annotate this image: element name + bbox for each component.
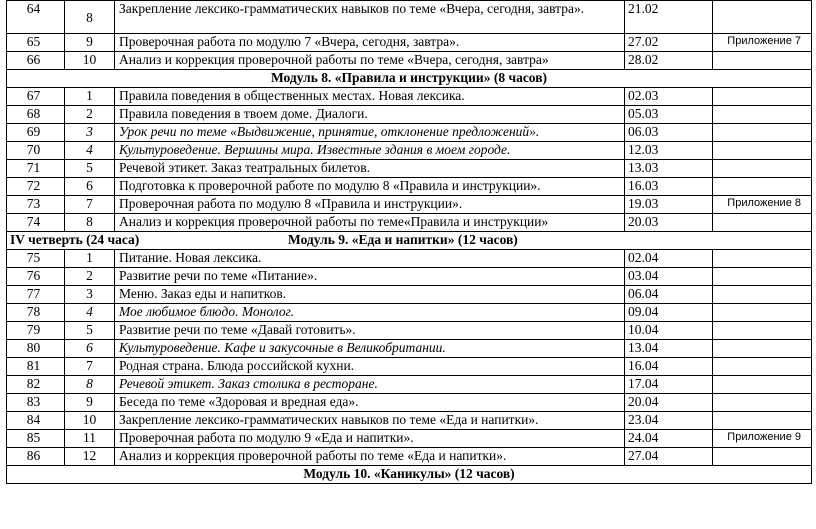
lesson-date: 06.03 <box>625 124 713 142</box>
lesson-note <box>713 358 812 376</box>
lesson-date: 28.02 <box>625 52 713 70</box>
module-lesson-number: 6 <box>65 340 115 358</box>
lesson-date: 27.04 <box>625 448 713 466</box>
lesson-note <box>713 1 812 34</box>
module-heading-row <box>7 466 812 484</box>
module-lesson-number: 8 <box>65 214 115 232</box>
lesson-date: 05.03 <box>625 106 713 124</box>
module-heading-row <box>7 70 812 88</box>
lesson-number: 72 <box>7 178 65 196</box>
lesson-date: 10.04 <box>625 322 713 340</box>
lesson-note <box>713 268 812 286</box>
quarter-label: IV четверть (24 часа) <box>10 232 140 247</box>
lesson-topic: Правила поведения в общественных местах. Новая лексика. <box>115 88 625 106</box>
table-row <box>7 448 812 466</box>
lesson-topic: Проверочная работа по модулю 8 «Правила и инструкции». <box>115 196 625 214</box>
table-row <box>7 358 812 376</box>
lesson-topic: Анализ и коррекция проверочной работы по теме «Вчера, сегодня, завтра» <box>115 52 625 70</box>
table-row <box>7 322 812 340</box>
lesson-date: 21.02 <box>625 1 713 34</box>
lesson-date: 03.04 <box>625 268 713 286</box>
lesson-topic: Культуроведение. Вершины мира. Известные здания в моем городе. <box>115 142 625 160</box>
lesson-number: 66 <box>7 52 65 70</box>
lesson-date: 13.04 <box>625 340 713 358</box>
module-lesson-number: 4 <box>65 142 115 160</box>
lesson-number: 79 <box>7 322 65 340</box>
lesson-note <box>713 88 812 106</box>
module-lesson-number: 12 <box>65 448 115 466</box>
module-lesson-number: 5 <box>65 322 115 340</box>
lesson-date: 16.03 <box>625 178 713 196</box>
lesson-number: 67 <box>7 88 65 106</box>
lesson-number: 83 <box>7 394 65 412</box>
module-lesson-number: 10 <box>65 412 115 430</box>
quarter-heading <box>7 232 812 250</box>
lesson-number: 84 <box>7 412 65 430</box>
lesson-note <box>713 142 812 160</box>
module-heading: Модуль 10. «Каникулы» (12 часов) <box>7 466 812 484</box>
lesson-topic: Закрепление лексико-грамматических навыков по теме «Вчера, сегодня, завтра». <box>115 1 625 34</box>
lesson-topic: Анализ и коррекция проверочной работы по теме «Еда и напитки». <box>115 448 625 466</box>
lesson-number: 71 <box>7 160 65 178</box>
lesson-date: 02.03 <box>625 88 713 106</box>
lesson-number: 80 <box>7 340 65 358</box>
lesson-date: 20.04 <box>625 394 713 412</box>
lesson-note <box>713 286 812 304</box>
module-lesson-number: 4 <box>65 304 115 322</box>
module-lesson-number: 1 <box>65 250 115 268</box>
table-row <box>7 1 812 34</box>
module-lesson-number: 9 <box>65 34 115 52</box>
lesson-date: 24.04 <box>625 430 713 448</box>
lesson-note <box>713 214 812 232</box>
lesson-topic: Речевой этикет. Заказ столика в ресторане. <box>115 376 625 394</box>
module-lesson-number: 10 <box>65 52 115 70</box>
lesson-date: 20.03 <box>625 214 713 232</box>
table-row <box>7 160 812 178</box>
lesson-date: 02.04 <box>625 250 713 268</box>
lesson-topic: Меню. Заказ еды и напитков. <box>115 286 625 304</box>
lesson-topic: Проверочная работа по модулю 9 «Еда и напитки». <box>115 430 625 448</box>
lesson-topic: Мое любимое блюдо. Монолог. <box>115 304 625 322</box>
module-lesson-number: 8 <box>65 1 115 34</box>
lesson-number: 64 <box>7 1 65 34</box>
lesson-number: 82 <box>7 376 65 394</box>
table-row <box>7 106 812 124</box>
lesson-topic: Правила поведения в твоем доме. Диалоги. <box>115 106 625 124</box>
lesson-note <box>713 178 812 196</box>
module-lesson-number: 9 <box>65 394 115 412</box>
lesson-date: 13.03 <box>625 160 713 178</box>
table-row <box>7 394 812 412</box>
lesson-number: 69 <box>7 124 65 142</box>
lesson-topic: Развитие речи по теме «Питание». <box>115 268 625 286</box>
lesson-date: 16.04 <box>625 358 713 376</box>
module-lesson-number: 1 <box>65 88 115 106</box>
lesson-note <box>713 160 812 178</box>
lesson-number: 85 <box>7 430 65 448</box>
lesson-topic: Анализ и коррекция проверочной работы по теме«Правила и инструкции» <box>115 214 625 232</box>
module-heading: Модуль 9. «Еда и напитки» (12 часов) <box>288 232 518 247</box>
table-row <box>7 376 812 394</box>
lesson-number: 70 <box>7 142 65 160</box>
lesson-note: Приложение 9 <box>713 430 812 448</box>
lesson-topic: Урок речи по теме «Выдвижение, принятие, отклонение предложений». <box>115 124 625 142</box>
table-row <box>7 196 812 214</box>
lesson-note <box>713 304 812 322</box>
module-lesson-number: 2 <box>65 268 115 286</box>
table-row <box>7 52 812 70</box>
module-lesson-number: 7 <box>65 196 115 214</box>
lesson-date: 17.04 <box>625 376 713 394</box>
lesson-date: 09.04 <box>625 304 713 322</box>
lesson-note <box>713 394 812 412</box>
lesson-plan-table <box>6 0 812 484</box>
table-row <box>7 214 812 232</box>
table-row <box>7 268 812 286</box>
table-row <box>7 412 812 430</box>
lesson-note: Приложение 8 <box>713 196 812 214</box>
lesson-topic: Беседа по теме «Здоровая и вредная еда». <box>115 394 625 412</box>
lesson-note <box>713 52 812 70</box>
lesson-date: 19.03 <box>625 196 713 214</box>
lesson-date: 12.03 <box>625 142 713 160</box>
lesson-note: Приложение 7 <box>713 34 812 52</box>
table-row <box>7 124 812 142</box>
module-heading: Модуль 8. «Правила и инструкции» (8 часов) <box>7 70 812 88</box>
lesson-topic: Родная страна. Блюда российской кухни. <box>115 358 625 376</box>
lesson-note <box>713 250 812 268</box>
lesson-topic: Закрепление лексико-грамматических навыков по теме «Еда и напитки». <box>115 412 625 430</box>
table-row <box>7 430 812 448</box>
lesson-number: 68 <box>7 106 65 124</box>
module-lesson-number: 5 <box>65 160 115 178</box>
table-row <box>7 250 812 268</box>
lesson-number: 74 <box>7 214 65 232</box>
module-lesson-number: 6 <box>65 178 115 196</box>
table-row <box>7 304 812 322</box>
lesson-date: 06.04 <box>625 286 713 304</box>
table-row <box>7 178 812 196</box>
lesson-number: 76 <box>7 268 65 286</box>
module-lesson-number: 11 <box>65 430 115 448</box>
lesson-topic: Культуроведение. Кафе и закусочные в Великобритании. <box>115 340 625 358</box>
lesson-date: 27.02 <box>625 34 713 52</box>
lesson-date: 23.04 <box>625 412 713 430</box>
lesson-number: 78 <box>7 304 65 322</box>
lesson-note <box>713 322 812 340</box>
lesson-topic: Развитие речи по теме «Давай готовить». <box>115 322 625 340</box>
table-row <box>7 34 812 52</box>
lesson-number: 65 <box>7 34 65 52</box>
lesson-note <box>713 124 812 142</box>
module-lesson-number: 3 <box>65 286 115 304</box>
lesson-note <box>713 340 812 358</box>
module-lesson-number: 3 <box>65 124 115 142</box>
module-lesson-number: 2 <box>65 106 115 124</box>
module-lesson-number: 8 <box>65 376 115 394</box>
lesson-topic: Речевой этикет. Заказ театральных билетов. <box>115 160 625 178</box>
table-row <box>7 88 812 106</box>
lesson-topic: Подготовка к проверочной работе по модулю 8 «Правила и инструкции». <box>115 178 625 196</box>
table-row <box>7 286 812 304</box>
lesson-note <box>713 376 812 394</box>
quarter-heading-row <box>7 232 812 250</box>
lesson-number: 77 <box>7 286 65 304</box>
table-row <box>7 340 812 358</box>
lesson-number: 73 <box>7 196 65 214</box>
lesson-note <box>713 106 812 124</box>
lesson-number: 81 <box>7 358 65 376</box>
lesson-note <box>713 412 812 430</box>
lesson-topic: Проверочная работа по модулю 7 «Вчера, сегодня, завтра». <box>115 34 625 52</box>
lesson-note <box>713 448 812 466</box>
module-lesson-number: 7 <box>65 358 115 376</box>
table-row <box>7 142 812 160</box>
lesson-topic: Питание. Новая лексика. <box>115 250 625 268</box>
lesson-number: 75 <box>7 250 65 268</box>
lesson-number: 86 <box>7 448 65 466</box>
